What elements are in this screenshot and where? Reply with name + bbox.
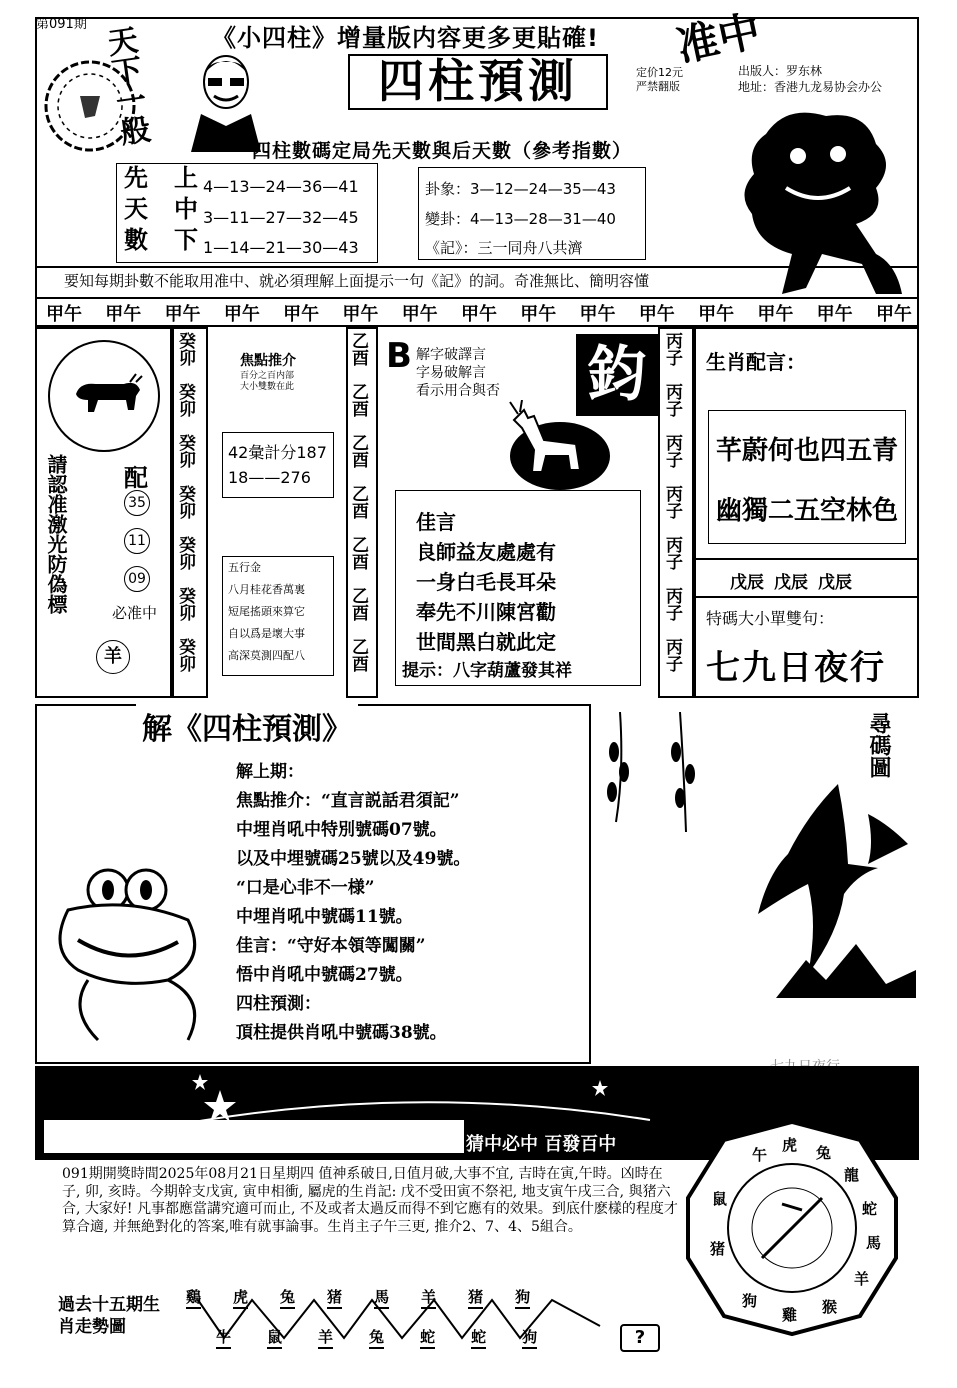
verify-text: 請認准激光防偽標 [44, 454, 68, 614]
focus-title: 焦點推介 [240, 353, 296, 369]
guimao-cell: 癸卯 [175, 638, 195, 672]
subtitle: 四柱數碼定局先天數與后天數（參考指數） [252, 140, 633, 162]
guimao-cell: 癸卯 [175, 587, 195, 621]
gua-label: 變卦： [425, 210, 471, 228]
jiawu-cell: 甲午 [46, 304, 82, 325]
issue-label: 第091期 [36, 17, 87, 32]
jie-line: 頂柱提供肖吼中號碼38號。 [236, 1023, 447, 1043]
gua-row [425, 178, 616, 199]
jie-title: 解《四柱預測》 [136, 704, 358, 748]
shengxiao-line: 芊蔚何也四五青 [716, 436, 899, 466]
xiantian-positions [174, 163, 198, 259]
wheel-sign: 虎 [782, 1136, 798, 1154]
gua-row [425, 237, 583, 258]
bingzi-cell: 丙子 [662, 332, 682, 366]
big-char-box: 鈞 [576, 334, 658, 416]
jie-line: 四柱預測： [236, 994, 321, 1014]
jie-line: 解上期： [236, 762, 304, 782]
b-line: 解字破譯言 [416, 347, 486, 363]
mountain-image [776, 940, 916, 1000]
wuchen-cell: 戊辰 [818, 573, 852, 593]
pei-number: 35 [124, 490, 150, 516]
yiyou-cell: 乙酉 [348, 332, 368, 366]
xiantian-labels [124, 163, 148, 259]
guimao-cell: 癸卯 [175, 536, 195, 570]
trend-cell: 鼠 [267, 1326, 282, 1349]
b-line: 看示用合與否 [416, 383, 500, 399]
trend-cell: 狗 [522, 1326, 537, 1349]
jiawu-cell: 甲午 [757, 304, 794, 325]
gua-value: 3—12—24—35—43 [470, 180, 616, 198]
yiyou-column [349, 332, 366, 689]
wuxing-list [228, 562, 305, 672]
wheel-sign: 雞 [782, 1306, 798, 1324]
score-line: 42彙計分187 [228, 443, 327, 462]
wuchen-cell: 戊辰 [774, 573, 808, 593]
yiyou-cell: 乙酉 [348, 536, 368, 570]
wuxing-line: 短尾搖頭來算它 [228, 605, 305, 618]
wheel-sign: 猴 [822, 1298, 838, 1316]
address-label: 地址：香港九龙易协会办公 [738, 80, 883, 94]
jiayan-title: 佳言 [416, 510, 456, 534]
jie-line: 悟中肖吼中號碼27號。 [236, 965, 413, 985]
jie-line: 中埋肖吼中號碼11號。 [236, 907, 413, 927]
xiantian-label: 數 [124, 225, 148, 254]
guimao-column [176, 332, 193, 689]
trend-cell: 蛇 [420, 1326, 435, 1349]
wheel-sign: 羊 [854, 1270, 870, 1288]
xiantian-row: 3—11—27—32—45 [203, 208, 359, 227]
jiawu-cell: 甲午 [342, 304, 379, 325]
top-banner: 《小四柱》增量版内容更多更貼確! [212, 24, 599, 52]
corner-calligraphy: 天下一般 [99, 23, 152, 148]
jiawu-cell: 甲午 [283, 304, 320, 325]
trend-cell: 猪 [468, 1286, 483, 1309]
bingzi-cell: 丙子 [662, 536, 682, 570]
xiantian-label: 天 [124, 194, 148, 223]
trend-cell: 兔 [369, 1326, 384, 1349]
pei-label: 配 [124, 463, 148, 492]
xiantian-position: 下 [174, 225, 198, 254]
yiyou-cell: 乙酉 [348, 434, 368, 468]
focus-sub: 大小雙數在此 [240, 382, 295, 392]
wheel-sign: 午 [752, 1146, 768, 1164]
bingzi-cell: 丙子 [662, 485, 682, 519]
jiawu-cell: 甲午 [875, 304, 912, 325]
jiawu-cell: 甲午 [164, 304, 201, 325]
focus-sub: 百分之百内部 [240, 371, 295, 381]
guimao-cell: 癸卯 [175, 383, 195, 417]
shengxiao-title: 生肖配言： [706, 350, 806, 374]
slogan: 猜中必中 百發百中 [466, 1134, 617, 1155]
guimao-cell: 癸卯 [175, 485, 195, 519]
jiawu-cell: 甲午 [401, 304, 438, 325]
trend-cell: 兔 [280, 1286, 295, 1309]
jie-line: 焦點推介：“直言説話君須記” [236, 791, 460, 811]
wuxing-line: 自以爲是壞大事 [228, 627, 305, 640]
price-label: 定价12元 [636, 66, 683, 79]
question-box: ? [620, 1324, 660, 1352]
yiyou-cell: 乙酉 [348, 485, 368, 519]
bingzi-cell: 丙子 [662, 587, 682, 621]
shengxiao-line: 幽獨二五空林色 [716, 496, 899, 526]
trend-cell: 狗 [515, 1286, 530, 1309]
willow-branch-image [600, 712, 710, 842]
trend-cell: 鷄 [186, 1286, 201, 1309]
tema-title: 特碼大小單雙句： [706, 609, 835, 628]
trend-cell: 羊 [421, 1286, 436, 1309]
trend-cell: 虎 [233, 1286, 248, 1309]
xiantian-label: 先 [124, 163, 148, 192]
wheel-sign: 龍 [844, 1166, 860, 1184]
bingzi-cell: 丙子 [662, 434, 682, 468]
wheel-sign: 馬 [866, 1234, 882, 1252]
frog-cartoon-image [38, 850, 238, 1050]
wheel-sign: 兔 [816, 1144, 832, 1162]
trend-top-row [186, 1286, 530, 1309]
wheel-sign: 蛇 [862, 1200, 878, 1218]
trend-cell: 猪 [327, 1286, 342, 1309]
yiyou-cell: 乙酉 [348, 383, 368, 417]
b-letter: B [386, 336, 412, 376]
deer-image [484, 400, 614, 495]
trend-cell: 蛇 [471, 1326, 486, 1349]
guimao-cell: 癸卯 [175, 332, 195, 366]
trend-cell: 羊 [318, 1326, 333, 1349]
jiawu-row [46, 300, 912, 326]
gua-value: 三一同舟八共濟 [477, 239, 583, 257]
tema-divider [694, 596, 919, 598]
pei-number: 09 [124, 566, 150, 592]
sheep-badge: 羊 [96, 640, 130, 674]
publisher-label: 出版人：罗东林 [738, 64, 823, 78]
jie-line: “口是心非不一様” [236, 878, 375, 898]
trend-cell: 馬 [374, 1286, 389, 1309]
yiyou-cell: 乙酉 [348, 638, 368, 672]
jiayan-line: 奉先不川陳宮勸 [416, 600, 556, 624]
no-copy-label: 严禁翻版 [636, 80, 680, 93]
tema-text: 七九日夜行 [706, 648, 886, 688]
wuxing-line: 五行金 [228, 561, 261, 574]
wheel-sign: 狗 [742, 1292, 758, 1310]
jiayan-line: 一身白毛長耳朵 [416, 570, 556, 594]
jie-line: 中埋肖吼中特別號碼07號。 [236, 820, 447, 840]
xiantian-row: 4—13—24—36—41 [203, 177, 359, 196]
wheel-sign: 鼠 [712, 1190, 728, 1208]
bingzi-cell: 丙子 [662, 638, 682, 672]
gua-row [425, 208, 616, 229]
jiawu-cell: 甲午 [638, 304, 675, 325]
jie-line: 佳言：“守好本領等闖關” [236, 936, 426, 956]
score-line: 18——276 [228, 468, 311, 487]
xiantian-row: 1—14—21—30—43 [203, 238, 359, 257]
jiawu-cell: 甲午 [460, 304, 497, 325]
jiawu-cell: 甲午 [223, 304, 260, 325]
jiawu-cell: 甲午 [105, 304, 142, 325]
b-line: 字易破解言 [416, 365, 486, 381]
jiawu-cell: 甲午 [698, 304, 735, 325]
guimao-cell: 癸卯 [175, 434, 195, 468]
gua-value: 4—13—28—31—40 [470, 210, 616, 228]
jie-lines [236, 764, 470, 1054]
xiantian-position: 中 [174, 194, 198, 223]
wuxing-line: 高深莫測四配八 [228, 649, 305, 662]
bingzi-cell: 丙子 [662, 383, 682, 417]
yiyou-cell: 乙酉 [348, 587, 368, 621]
trend-bottom-row [216, 1326, 537, 1349]
gua-label: 《記》： [425, 239, 478, 257]
jiayan-line: 良師益友處處有 [416, 540, 556, 564]
lower-paragraph: 091期開獎時間2025年08月21日星期四 值神系破日,日值月破,大事不宜, 吉時在寅,午時。凶時在子, 卯, 亥時。今期幹支戊寅, 寅申相衝, 屬虎的生肖記: 戊不受田寅不祭祀, 地支寅午戌三合, 與猪六合, 大家好! 凡事都應當講究適可而止, 不及或者太過反而得不到它應有的效果。到底什麽樣的程度才算合適, 并無絶對化的答案,唯有就事論事。生肖主子午三更, 推介2、7、4、5組合。 [62, 1166, 678, 1235]
gua-label: 卦象： [425, 180, 471, 198]
bizhun-label: 必准中 [112, 604, 158, 622]
wuchen-divider [694, 558, 919, 560]
trend-cell: 牛 [216, 1326, 231, 1349]
calligraphy-strip [44, 1120, 464, 1156]
wuchen-cell: 戊辰 [730, 573, 764, 593]
wheel-labels [682, 1118, 902, 1338]
wuxing-line: 八月桂花香萬裏 [228, 583, 305, 596]
pei-number: 11 [124, 528, 150, 554]
notice-divider [35, 266, 919, 268]
xiantian-position: 上 [174, 163, 198, 192]
wuchen-row [730, 568, 852, 593]
jiawu-cell: 甲午 [520, 304, 557, 325]
wheel-sign: 猪 [710, 1240, 726, 1258]
jiawu-cell: 甲午 [816, 304, 853, 325]
jiayan-line: 世間黑白就此定 [416, 630, 556, 654]
xunma-label: 尋碼圖 [866, 712, 892, 778]
jiawu-cell: 甲午 [579, 304, 616, 325]
jiayan-hint: 提示：八字葫蘆發其祥 [402, 661, 572, 681]
notice-text: 要知每期卦數不能取用准中、就必須理解上面提示一句《記》的詞。奇准無比、簡明容懂 [64, 272, 650, 290]
zhunzhong-stamp-text: 准中 [672, 5, 765, 72]
past-label: 過去十五期生肖走勢圖 [58, 1295, 160, 1337]
bingzi-column [663, 332, 680, 689]
jie-line: 以及中埋號碼25號以及49號。 [236, 849, 471, 869]
ox-icon [46, 338, 162, 454]
page-title: 四柱預測 [378, 54, 578, 108]
